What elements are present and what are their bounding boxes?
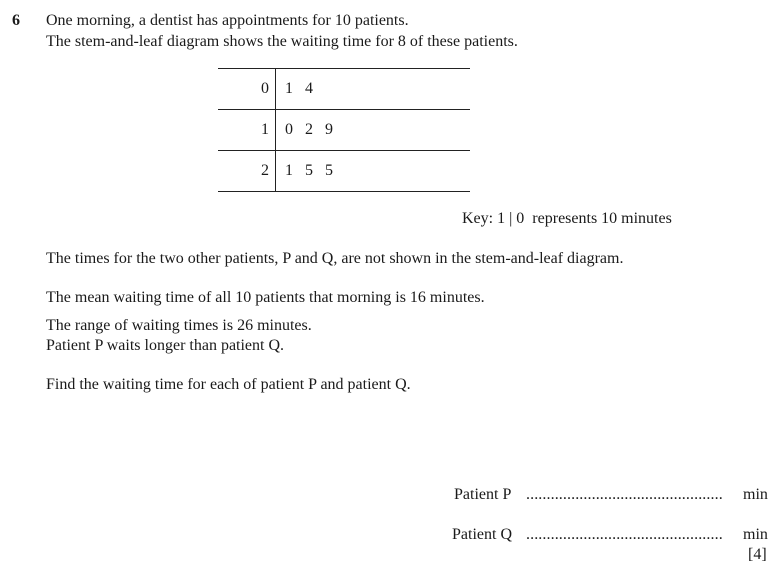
stem-leaf-row <box>218 110 470 151</box>
marks-indicator: [4] <box>748 546 767 563</box>
intro-line-2: The stem-and-leaf diagram shows the waiting time for 8 of these patients. <box>46 33 518 50</box>
body-paragraph-4: Patient P waits longer than patient Q. <box>46 337 285 354</box>
answer-unit-patient-p: min <box>743 486 768 503</box>
leaf-values: 0 2 9 <box>276 110 471 151</box>
task-instruction: Find the waiting time for each of patient P and patient Q. <box>46 376 411 393</box>
leaf-values: 1 5 5 <box>276 151 471 192</box>
leaf-values: 1 4 <box>276 69 471 110</box>
stem-value: 1 <box>218 110 276 151</box>
answer-line-patient-p[interactable]: ................................................ <box>526 486 723 503</box>
body-paragraph-2: The mean waiting time of all 10 patients that morning is 16 minutes. <box>46 289 485 306</box>
answer-label-patient-q: Patient Q <box>452 526 512 543</box>
stem-leaf-row <box>218 69 470 110</box>
question-number: 6 <box>12 12 20 29</box>
answer-line-patient-q[interactable]: ................................................ <box>526 526 723 543</box>
answer-label-patient-p: Patient P <box>454 486 512 503</box>
intro-line-1: One morning, a dentist has appointments for 10 patients. <box>46 12 409 29</box>
stem-leaf-diagram <box>218 68 470 192</box>
diagram-key: Key: 1 | 0 represents 10 minutes <box>462 210 672 227</box>
stem-leaf-row <box>218 151 470 192</box>
body-paragraph-1: The times for the two other patients, P and Q, are not shown in the stem-and-leaf diagram. <box>46 250 624 267</box>
answer-unit-patient-q: min <box>743 526 768 543</box>
stem-value: 0 <box>218 69 276 110</box>
body-paragraph-3: The range of waiting times is 26 minutes. <box>46 317 312 334</box>
stem-value: 2 <box>218 151 276 192</box>
